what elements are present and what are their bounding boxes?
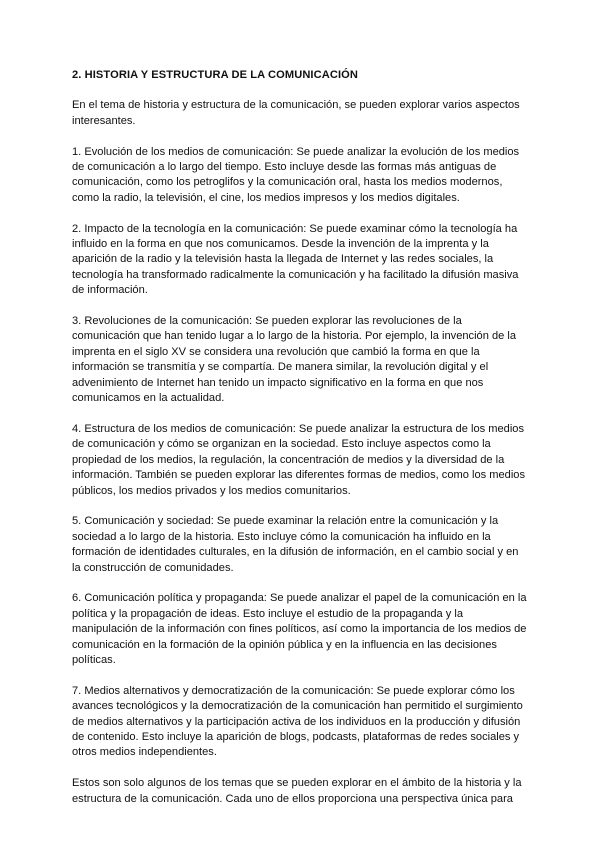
paragraph-estructura-medios: 4. Estructura de los medios de comunicación: Se puede analizar la estructura de los medios de comunicación y cómo se organizan en la sociedad. Esto incluye aspectos como la propiedad de los medios, la regulación, la concentración de medios y la diversidad de la información. También se pueden explorar las diferentes formas de medios, como los medios públicos, los medios privados y los medios comunitarios. [72,422,526,497]
paragraph-evolucion-medios: 1. Evolución de los medios de comunicación: Se puede analizar la evolución de los medios de comunicación a lo largo del tiempo. Esto incluye desde las formas más antiguas de comunicación, como los petroglifos y la comunicación oral, hasta los medios modernos, como la radio, la televisión, el cine, los medios impresos y los medios digitales. [72,145,520,204]
section-title: 2. HISTORIA Y ESTRUCTURA DE LA COMUNICACIÓN [72,69,358,81]
intro-paragraph: En el tema de historia y estructura de la comunicación, se pueden explorar varios aspectos interesantes. [72,99,520,127]
closing-paragraph: Estos son solo algunos de los temas que se pueden explorar en el ámbito de la historia y la estructura de la comunicación. Cada uno de ellos proporciona una perspectiva única para [72,777,522,805]
paragraph-comunicacion-politica: 6. Comunicación política y propaganda: Se puede analizar el papel de la comunicación en la política y la propagación de ideas. Esto incluye el estudio de la propaganda y la manipulación de la información con fines políticos, así como la importancia de los medios de comunicación en la formación de la opinión pública y en la influencia en las decisiones políticas. [72,592,527,666]
paragraph-impacto-tecnologia: 2. Impacto de la tecnología en la comunicación: Se puede examinar cómo la tecnología ha influido en la forma en que nos comunicamos. Desde la invención de la imprenta y la aparición de la radio y la televisión hasta la llegada de Internet y las redes sociales, la tecnología ha transformado radicalmente la comunicación y ha facilitado la difusión masiva de información. [72,222,519,297]
document-body [72,68,528,822]
paragraph-revoluciones: 3. Revoluciones de la comunicación: Se pueden explorar las revoluciones de la comunicación que han tenido lugar a lo largo de la historia. Por ejemplo, la invención de la imprenta en el siglo XV se considera una revolución que cambió la forma en que la información se transmitía y se compartía. De manera similar, la revolución digital y el advenimiento de Internet han tenido un impacto significativo en la forma en que nos comunicamos en la actualidad. [72,315,517,405]
paragraph-medios-alternativos: 7. Medios alternativos y democratización de la comunicación: Se puede explorar cómo los avances tecnológicos y la democratización de la comunicación han permitido el surgimiento de medios alternativos y la participación activa de los individuos en la producción y difusión de contenido. Esto incluye la aparición de blogs, podcasts, plataformas de redes sociales y otros medios independientes. [72,684,523,759]
paragraph-comunicacion-sociedad: 5. Comunicación y sociedad: Se puede examinar la relación entre la comunicación y la sociedad a lo largo de la historia. Esto incluye cómo la comunicación ha influido en la formación de identidades culturales, en la difusión de información, en el cambio social y en la construcción de comunidades. [72,515,519,574]
